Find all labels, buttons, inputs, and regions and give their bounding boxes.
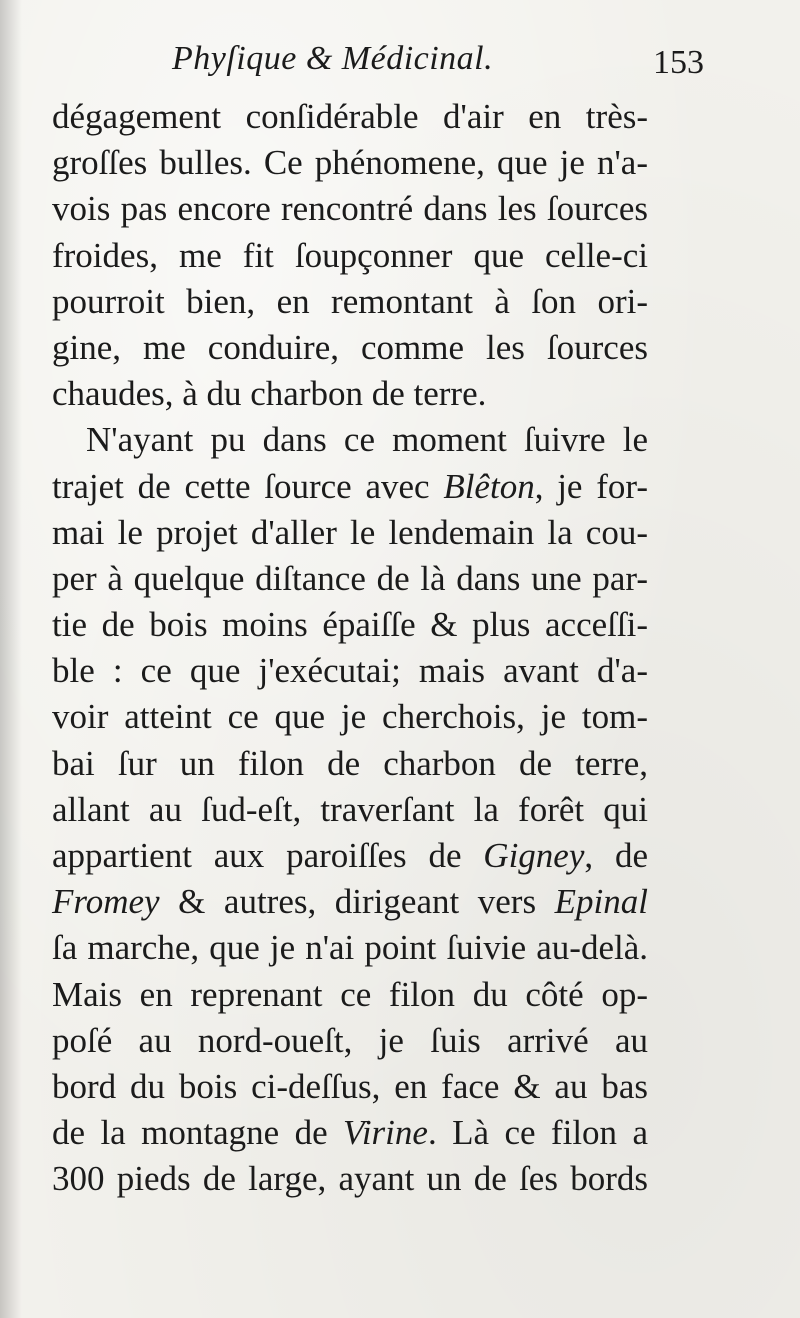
text-line [52, 140, 648, 186]
text-line [52, 1156, 648, 1202]
text-line [52, 417, 648, 463]
text-line [52, 648, 648, 694]
text-line [52, 1064, 648, 1110]
text-line [52, 925, 648, 971]
text-line [52, 94, 648, 140]
text-line [52, 279, 648, 325]
text-run: bai ſur un filon de charbon de terre, [52, 743, 648, 783]
text-run: voir atteint ce que je cherchois, je tom- [52, 697, 648, 737]
text-run: & autres, dirigeant vers [159, 882, 555, 922]
text-line [52, 186, 648, 232]
text-line [52, 371, 648, 417]
text-line [52, 233, 648, 279]
text-run: per à quelque diſtance de là dans une par- [52, 558, 648, 598]
text-run: chaudes, à du charbon de terre. [52, 374, 487, 414]
text-run: allant au ſud-eſt, traverſant la forêt qui [52, 789, 648, 829]
text-run: tie de bois moins épaiſſe & plus acceſſi- [52, 605, 648, 645]
text-run: , je for- [534, 466, 648, 506]
text-run: pourroit bien, en remontant à ſon ori- [52, 281, 648, 321]
text-run: groſſes bulles. Ce phénomene, que je n'a- [52, 143, 648, 183]
text-line [52, 556, 648, 602]
text-run: bord du bois ci-deſſus, en face & au bas [52, 1066, 648, 1106]
text-line [52, 510, 648, 556]
text-run: poſé au nord-oueſt, je ſuis arrivé au [52, 1020, 648, 1060]
text-run: gine, me conduire, comme les ſources [52, 327, 648, 367]
text-line [52, 694, 648, 740]
text-line [52, 879, 648, 925]
text-line [52, 787, 648, 833]
italic-name: Gigney [483, 836, 585, 875]
text-line [52, 602, 648, 648]
running-head: Phyſique & Médicinal. [172, 40, 494, 77]
text-run: trajet de cette ſource avec [52, 466, 444, 506]
text-line [52, 833, 648, 879]
page-number: 153 [653, 44, 704, 81]
text-run: vois pas encore rencontré dans les ſources [52, 189, 648, 229]
text-run: froides, me fit ſoupçonner que celle-ci [52, 235, 648, 275]
text-run: . Là ce filon a [427, 1113, 648, 1153]
text-run: ble : ce que j'exécutai; mais avant d'a- [52, 651, 648, 691]
text-line [52, 972, 648, 1018]
text-line [52, 741, 648, 787]
italic-name: Epinal [554, 882, 648, 922]
text-run: appartient aux paroiſſes de [52, 836, 484, 875]
text-run: Mais en reprenant ce filon du côté op- [52, 974, 648, 1014]
text-run: de la montagne de [52, 1113, 344, 1153]
text-run: , de [584, 836, 648, 875]
italic-name: Fromey [52, 882, 160, 922]
page-header [52, 40, 752, 90]
text-run: 300 pieds de large, ayant un de ſes bords [52, 1159, 648, 1199]
text-run: dégagement conſidérable d'air en très- [52, 97, 648, 136]
text-line [52, 1018, 648, 1064]
text-run: N'ayant pu dans ce moment ſuivre le [86, 420, 648, 460]
body-text [52, 94, 648, 1203]
text-line [52, 464, 648, 510]
italic-name: Blêton [443, 466, 535, 506]
text-run: mai le projet d'aller le lendemain la cou- [52, 512, 648, 552]
page-gutter-shadow [0, 0, 22, 1318]
text-run: ſa marche, que je n'ai point ſuivie au-delà. [52, 928, 648, 968]
text-line [52, 1110, 648, 1156]
text-line [52, 325, 648, 371]
italic-name: Virine [343, 1113, 428, 1153]
